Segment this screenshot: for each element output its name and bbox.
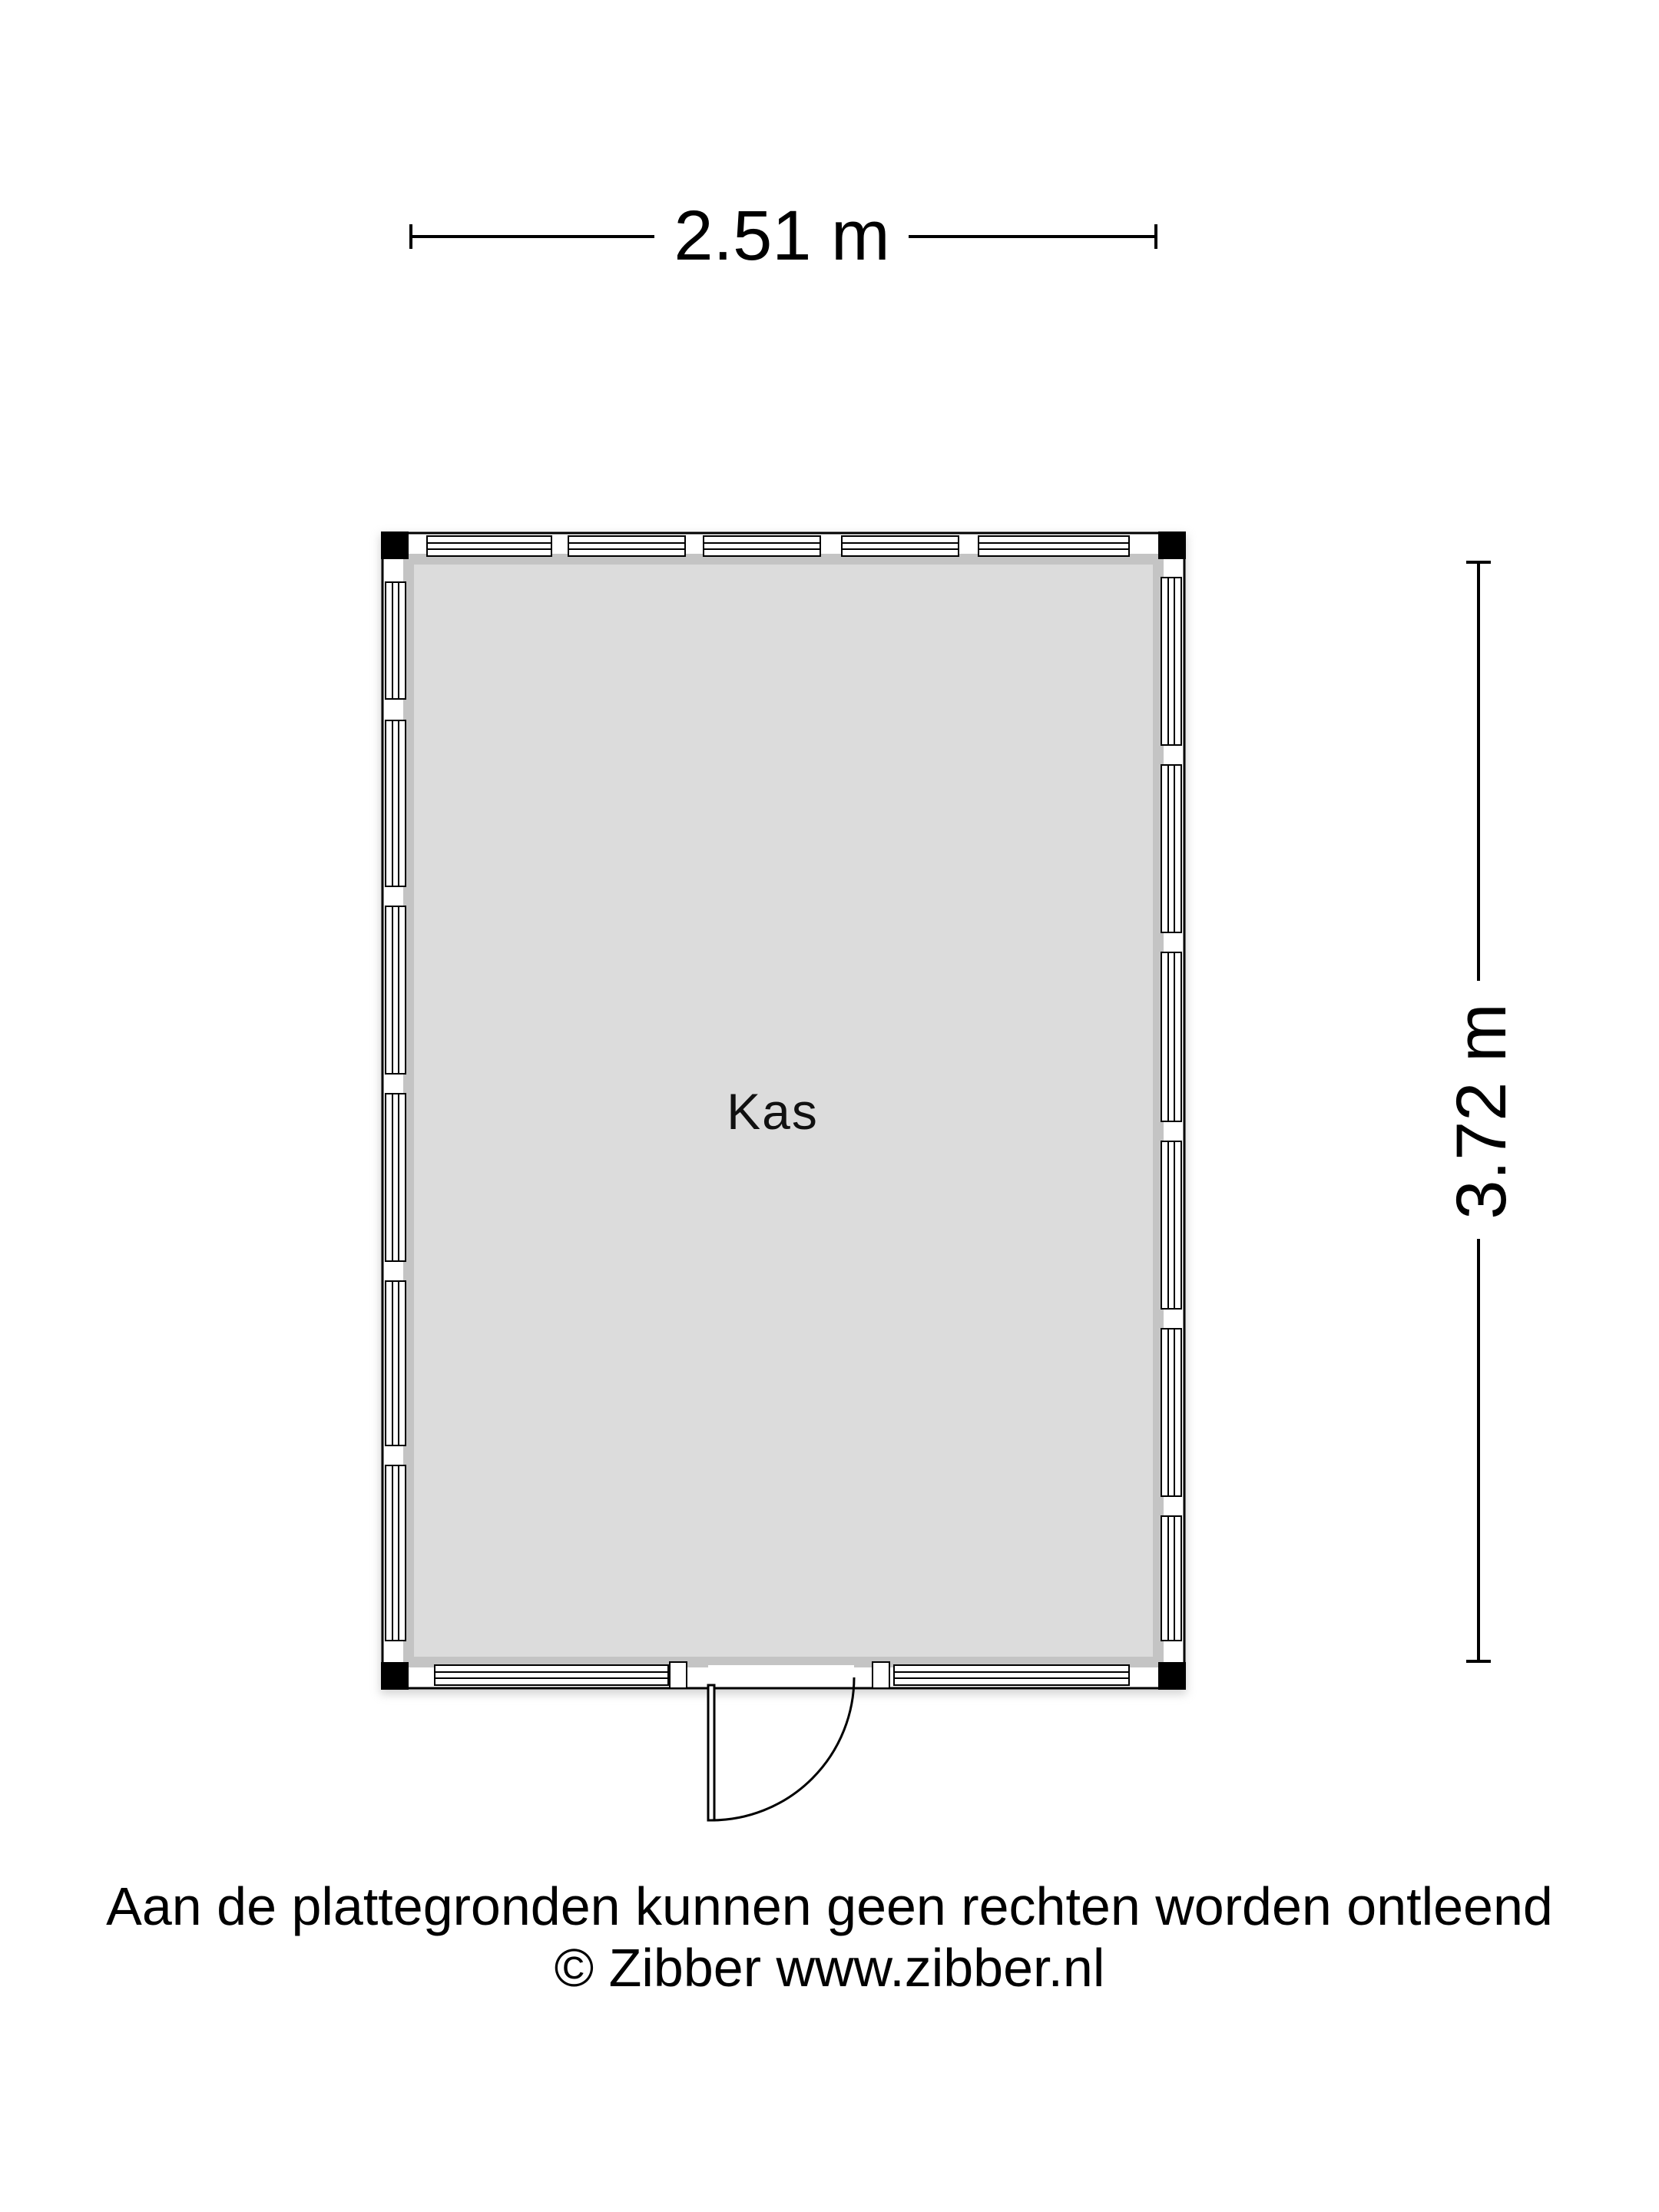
door-leaf <box>708 1685 714 1820</box>
width-dimension-label: 2.51 m <box>674 197 890 275</box>
height-dimension <box>1442 562 1521 1661</box>
left-wall-glazing <box>386 582 406 1641</box>
room-label: Kas <box>727 1083 819 1140</box>
footer <box>0 1876 1659 1998</box>
copyright-text: © Zibber www.zibber.nl <box>554 1938 1105 1998</box>
corner-post-bottom-right <box>1158 1662 1186 1690</box>
right-wall-glazing <box>1161 578 1181 1641</box>
door-swing-arc <box>711 1677 854 1820</box>
height-dimension-label: 3.72 m <box>1442 1003 1521 1220</box>
corner-post-top-left <box>381 531 409 559</box>
disclaimer-text: Aan de plattegronden kunnen geen rechten worden ontleend <box>106 1876 1553 1936</box>
corner-post-top-right <box>1158 531 1186 559</box>
width-dimension <box>411 197 1156 275</box>
top-wall-glazing <box>427 536 1129 556</box>
corner-post-bottom-left <box>381 1662 409 1690</box>
